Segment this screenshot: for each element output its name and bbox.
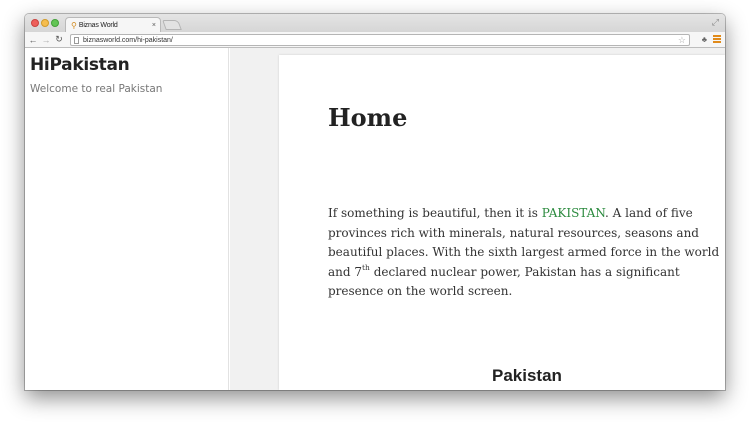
close-window-button[interactable]	[31, 19, 39, 27]
site-title[interactable]: HiPakistan	[30, 55, 130, 75]
tab-biznas-world[interactable]	[65, 17, 161, 32]
map-pin-icon: ⚲	[71, 20, 77, 30]
article-paragraph	[328, 204, 720, 302]
tab-close-icon[interactable]: ×	[151, 21, 156, 29]
star-icon[interactable]: ☆	[677, 35, 686, 45]
reload-icon[interactable]: ↻	[55, 34, 63, 44]
page-content	[25, 48, 725, 390]
tab-title: Biznas World	[78, 21, 118, 29]
zoom-window-button[interactable]	[51, 19, 59, 27]
minimize-window-button[interactable]	[41, 19, 49, 27]
extension-icon[interactable]: ♣	[701, 35, 707, 44]
paragraph-text-2: . A land of five provinces rich with minerals, natural resources, seasons and beautiful places. With the sixth largest armed force in the world and 7	[328, 206, 720, 279]
new-tab-button[interactable]	[162, 20, 182, 30]
ordinal-suffix: th	[362, 262, 370, 272]
tab-strip	[25, 14, 725, 32]
section-heading: Pakistan	[492, 366, 562, 385]
page-title: Home	[328, 103, 408, 132]
pakistan-highlight: PAKISTAN	[541, 206, 606, 220]
article	[279, 55, 725, 390]
address-bar[interactable]	[70, 34, 690, 46]
site-description: Welcome to real Pakistan	[30, 83, 163, 95]
fullscreen-icon[interactable]: ⤢	[711, 17, 719, 27]
menu-icon[interactable]	[713, 35, 721, 43]
back-arrow-icon[interactable]: ←	[28, 34, 38, 45]
sidebar	[25, 48, 229, 390]
browser-window	[25, 14, 725, 390]
paragraph-text-3: declared nuclear power, Pakistan has a significant presence on the world screen.	[328, 264, 680, 299]
browser-toolbar	[25, 32, 725, 48]
page-icon	[74, 37, 79, 44]
url-text[interactable]: biznasworld.com/hi-pakistan/	[83, 36, 173, 44]
paragraph-text-1: If something is beautiful, then it is	[328, 206, 542, 220]
forward-arrow-icon[interactable]: →	[41, 34, 51, 45]
